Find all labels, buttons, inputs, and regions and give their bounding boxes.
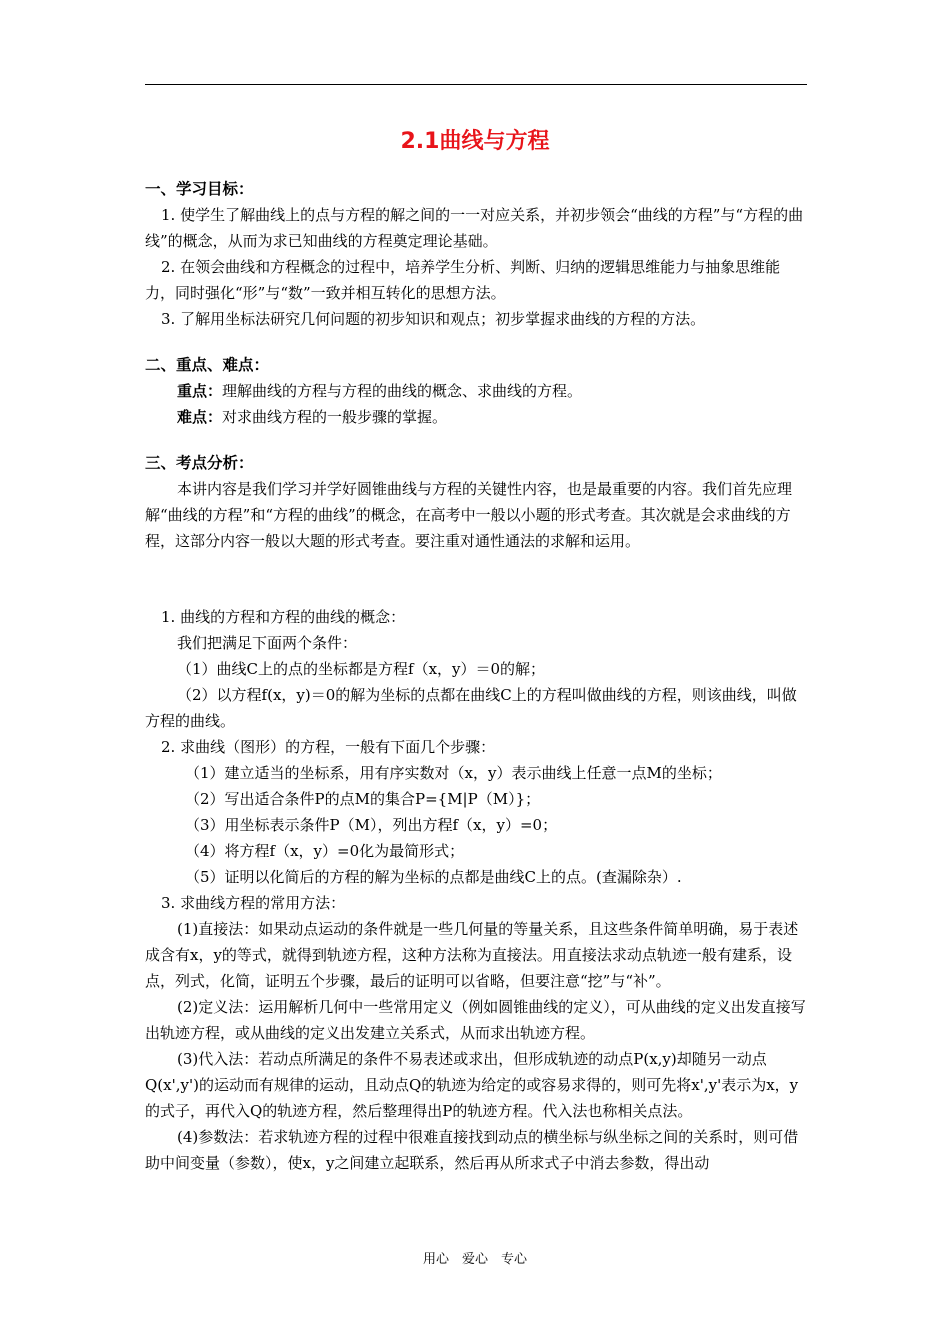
page-footer: 用心 爱心 专心 bbox=[422, 1252, 527, 1267]
document-body bbox=[145, 176, 807, 1176]
section-heading-key-points: 二、重点、难点： bbox=[145, 356, 270, 374]
header-rule bbox=[145, 84, 807, 85]
method-paragraph: (4)参数法：若求轨迹方程的过程中很难直接找到动点的横坐标与纵坐标之间的关系时，则可借助中间变量（参数），使x，y之间建立起联系，然后再从所求式子中消去参数，得出动 bbox=[145, 1128, 799, 1172]
method-paragraph: (1)直接法：如果动点运动的条件就是一些几何量的等量关系，且这些条件简单明确，易于表述成含有x，y的等式，就得到轨迹方程，这种方法称为直接法。用直接法求动点轨迹一般有建系，设点，列式，化简，证明五个步骤，最后的证明可以省略，但要注意“挖”与“补”。 bbox=[145, 920, 799, 990]
difficulty-line bbox=[145, 404, 807, 430]
section-heading-goals: 一、学习目标： bbox=[145, 180, 254, 198]
method-paragraph: (3)代入法：若动点所满足的条件不易表述或求出，但形成轨迹的动点P(x,y)却随另一动点Q(x',y')的运动而有规律的运动，且动点Q的轨迹为给定的或容易求得的，则可先将x',y'表示为x，y的式子，再代入Q的轨迹方程，然后整理得出P的轨迹方程。代入法也称相关点法。 bbox=[145, 1050, 799, 1120]
section-heading-analysis: 三、考点分析： bbox=[145, 454, 254, 472]
step-item: （5）证明以化简后的方程的解为坐标的点都是曲线C上的点。(查漏除杂）. bbox=[185, 868, 682, 886]
difficulty-text: 对求曲线方程的一般步骤的掌握。 bbox=[222, 408, 448, 426]
step-item: （2）写出适合条件P的点M的集合P={M|P（M）}； bbox=[185, 790, 541, 808]
subsection-title-concept: 1. 曲线的方程和方程的曲线的概念： bbox=[161, 608, 406, 626]
subsection-title-methods: 3. 求曲线方程的常用方法： bbox=[161, 894, 346, 912]
page-title: 2.1曲线与方程 bbox=[400, 129, 550, 154]
step-item: （3）用坐标表示条件P（M），列出方程f（x，y）=0； bbox=[185, 816, 558, 834]
difficulty-label: 难点： bbox=[177, 408, 223, 426]
key-point-text: 理解曲线的方程与方程的曲线的概念、求曲线的方程。 bbox=[222, 382, 583, 400]
analysis-paragraph: 本讲内容是我们学习并学好圆锥曲线与方程的关键性内容，也是最重要的内容。我们首先应理解“曲线的方程”和“方程的曲线”的概念，在高考中一般以小题的形式考查。其次就是会求曲线的方程，这部分内容一般以大题的形式考查。要注重对通性通法的求解和运用。 bbox=[145, 480, 793, 550]
concept-condition: （1）曲线C上的点的坐标都是方程f（x，y）＝0的解； bbox=[177, 660, 546, 678]
key-point-line bbox=[145, 378, 807, 404]
goal-item: 3. 了解用坐标法研究几何问题的初步知识和观点；初步掌握求曲线的方程的方法。 bbox=[161, 310, 706, 328]
step-item: （1）建立适当的坐标系，用有序实数对（x，y）表示曲线上任意一点M的坐标； bbox=[185, 764, 722, 782]
goal-item: 2. 在领会曲线和方程概念的过程中，培养学生分析、判断、归纳的逻辑思维能力与抽象思维能力，同时强化“形”与“数”一致并相互转化的思想方法。 bbox=[145, 258, 781, 302]
subsection-title-steps: 2. 求曲线（图形）的方程，一般有下面几个步骤： bbox=[161, 738, 496, 756]
concept-intro: 我们把满足下面两个条件： bbox=[177, 634, 358, 652]
step-item: （4）将方程f（x，y）=0化为最简形式； bbox=[185, 842, 465, 860]
goal-item: 1. 使学生了解曲线上的点与方程的解之间的一一对应关系，并初步领会“曲线的方程”与“方程的曲线”的概念，从而为求已知曲线的方程奠定理论基础。 bbox=[145, 206, 804, 250]
concept-condition: （2）以方程f(x，y)＝0的解为坐标的点都在曲线C上的方程叫做曲线的方程，则该曲线，叫做方程的曲线。 bbox=[145, 686, 797, 730]
method-paragraph: (2)定义法：运用解析几何中一些常用定义（例如圆锥曲线的定义），可从曲线的定义出发直接写出轨迹方程，或从曲线的定义出发建立关系式，从而求出轨迹方程。 bbox=[145, 998, 806, 1042]
key-point-label: 重点： bbox=[177, 382, 223, 400]
